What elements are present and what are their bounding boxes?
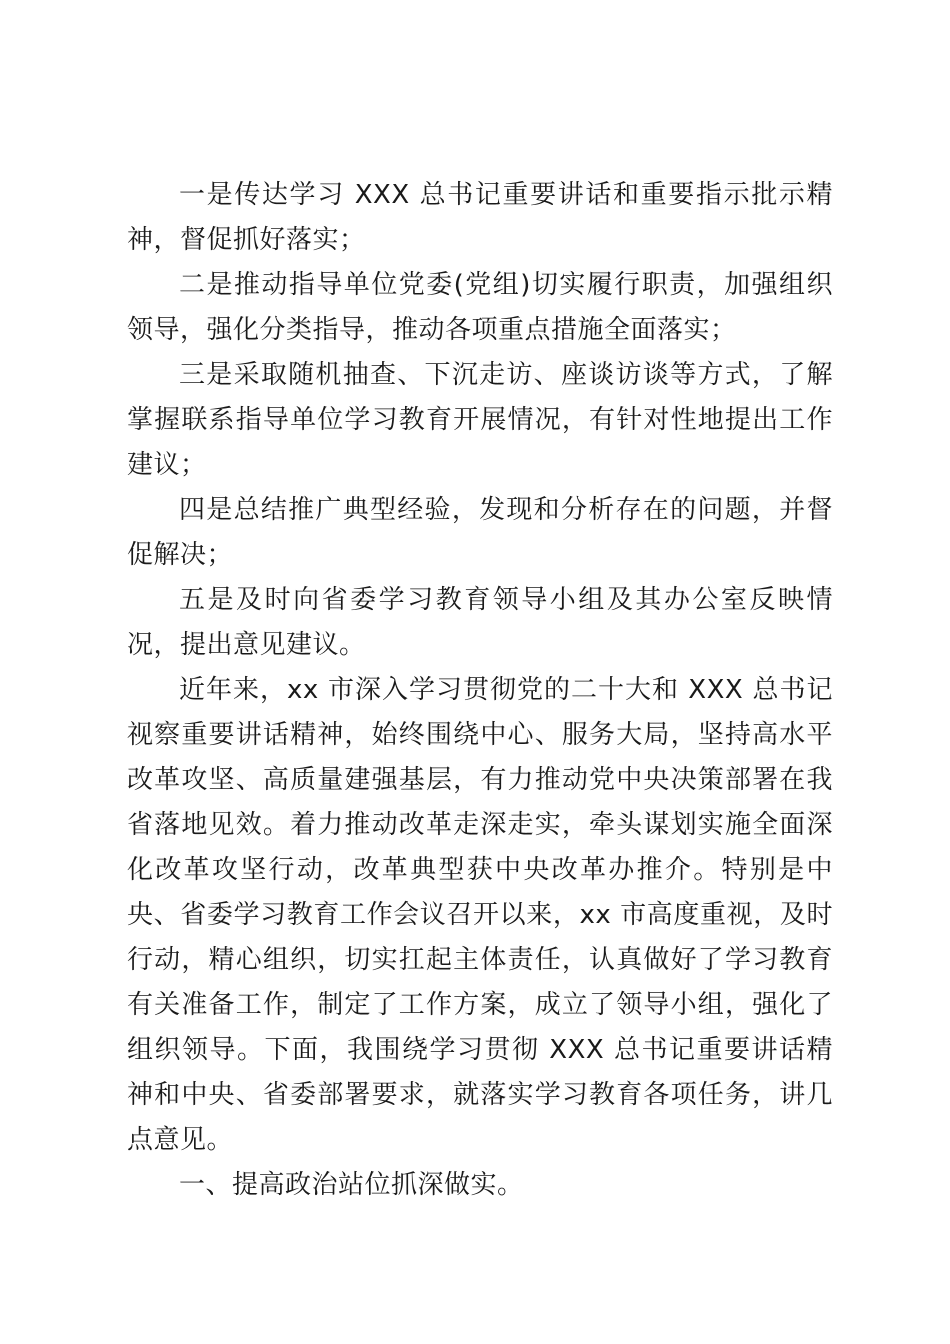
document-body	[127, 173, 833, 1208]
paragraph-task-5: 五是及时向省委学习教育领导小组及其办公室反映情况，提出意见建议。	[127, 585, 833, 660]
section-heading-1: 一、提高政治站位抓深做实。	[179, 1170, 524, 1200]
paragraph-task-2: 二是推动指导单位党委(党组)切实履行职责，加强组织领导，强化分类指导，推动各项重点措施全面落实；	[127, 270, 833, 345]
paragraph-overview: 近年来，xx 市深入学习贯彻党的二十大和 XXX 总书记视察重要讲话精神，始终围绕中心、服务大局，坚持高水平改革攻坚、高质量建强基层，有力推动党中央决策部署在我省落地见效。着力推动改革走深走实，牵头谋划实施全面深化改革攻坚行动，改革典型获中央改革办推介。特别是中央、省委学习教育工作会议召开以来，xx 市高度重视，及时行动，精心组织，切实扛起主体责任，认真做好了学习教育有关准备工作，制定了工作方案，成立了领导小组，强化了组织领导。下面，我围绕学习贯彻 XXX 总书记重要讲话精神和中央、省委部署要求，就落实学习教育各项任务，讲几点意见。	[127, 675, 833, 1155]
paragraph-task-4: 四是总结推广典型经验，发现和分析存在的问题，并督促解决；	[127, 495, 833, 570]
paragraph-task-3: 三是采取随机抽查、下沉走访、座谈访谈等方式，了解掌握联系指导单位学习教育开展情况，有针对性地提出工作建议；	[127, 360, 833, 480]
paragraph-task-1: 一是传达学习 XXX 总书记重要讲话和重要指示批示精神，督促抓好落实；	[127, 180, 833, 255]
